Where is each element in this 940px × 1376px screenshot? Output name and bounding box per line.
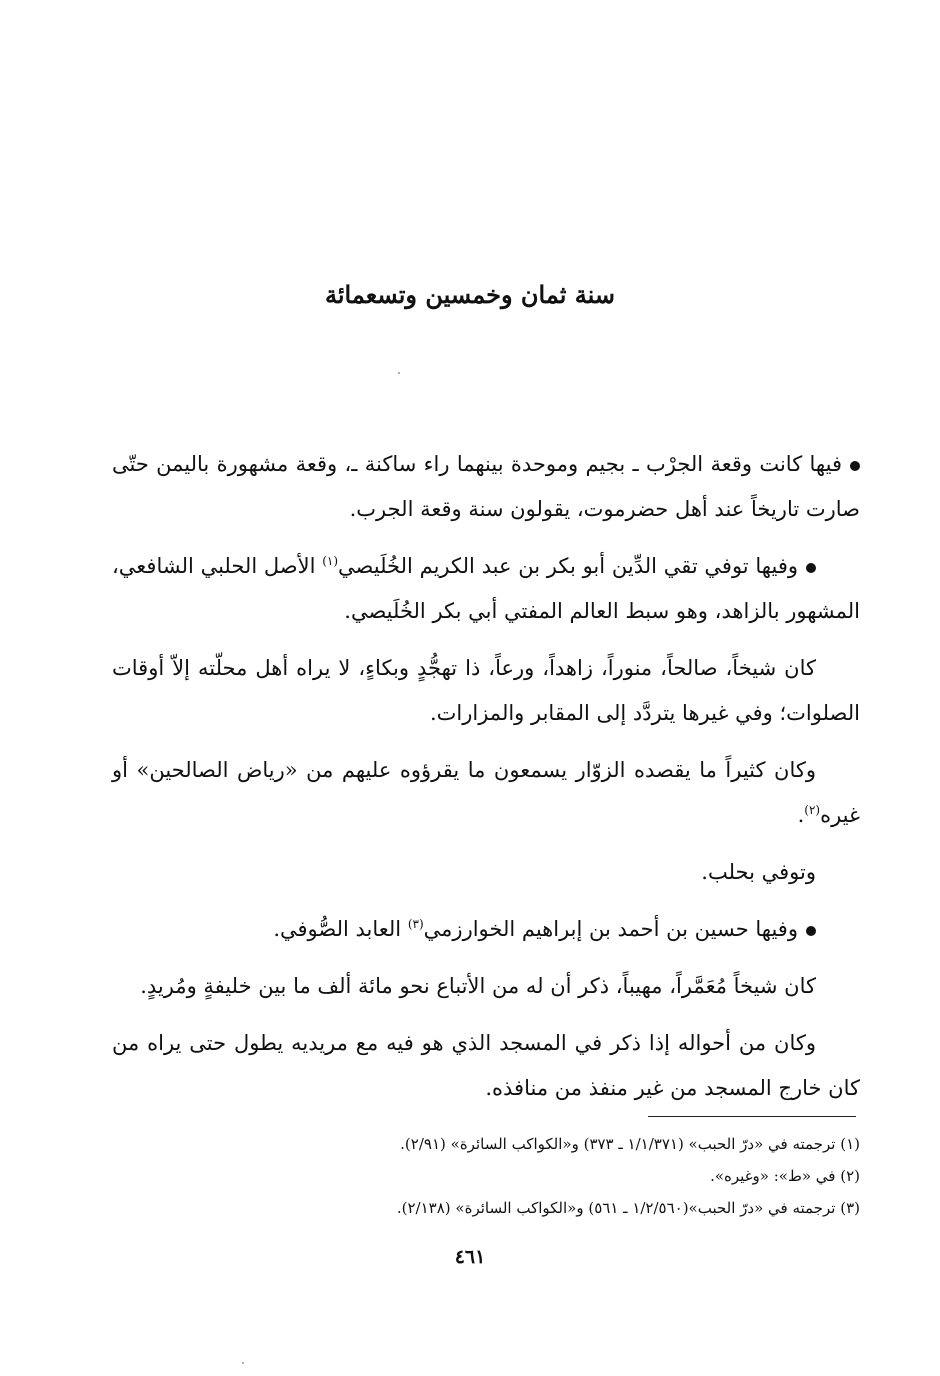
paragraph-text: العابد الصُّوفي. <box>273 917 402 941</box>
paragraph-visitors: وكان كثيراً ما يقصده الزوّار يسمعون ما يقرؤوه عليهم من «رياض الصالحين» أو غيره$^{(٢)}$. <box>112 758 860 827</box>
paragraph-battle <box>112 442 860 532</box>
scan-speck <box>242 1362 244 1364</box>
paragraph-description <box>112 646 860 736</box>
scan-speck <box>398 372 400 374</box>
paragraph-text: فيها كانت وقعة الجرْب ـ بجيم وموحدة بينهما راء ساكنة ـ، وقعة مشهورة باليمن حتّى صارت تاريخاً عند أهل حضرموت، يقولون سنة وقعة الجرب. <box>112 452 860 521</box>
page-number: ٤٦١ <box>454 1246 486 1268</box>
footnote-1: (١) ترجمته في «درّ الحبب» (١/١/٣٧١ ـ ٣٧٣) و«الكواكب السائرة» (٢/٩١). <box>400 1135 860 1153</box>
bullet-icon <box>806 563 816 573</box>
footnotes <box>160 1128 860 1224</box>
paragraph-death-khulaisi <box>112 544 860 634</box>
paragraph-text: كان شيخاً مُعَمَّراً، مهيباً، ذكر أن له من الأتباع نحو مائة ألف ما بين خليفةٍ ومُريدٍ. <box>140 974 816 998</box>
paragraph-text: وكان من أحواله إذا ذكر في المسجد الذي هو فيه مع مريديه يطول حتى يراه من كان خارج المسجد من غير منفذ من منافذه. <box>112 1031 860 1100</box>
footnote-ref-2: (٢) <box>804 803 821 817</box>
footnote-3: (٣) ترجمته في «درّ الحبب»(١/٢/٥٦٠ ـ ٥٦١) و«الكواكب السائرة» (٢/١٣٨). <box>396 1199 860 1217</box>
paragraph-text: كان شيخاً، صالحاً، منوراً، زاهداً، ورعاً، ذا تهجُّدٍ وبكاءٍ، لا يراه أهل محلّته إلاّ أوقات الصلوات؛ وفي غيرها يتردَّد إلى المقابر والمزارات. <box>112 656 860 725</box>
paragraph-text: وفيها حسين بن أحمد بن إبراهيم الخوارزمي <box>423 917 798 941</box>
footnote-ref-1: (١) <box>322 554 339 568</box>
main-text <box>112 442 860 1123</box>
paragraph-death-khwarizmi <box>112 907 860 952</box>
footnote-ref-3: (٣) <box>407 917 424 931</box>
paragraph-text: الأصل الحلبي الشافعي، المشهور بالزاهد، وهو سبط العالم المفتي أبي بكر الخُلَيصي. <box>112 554 860 623</box>
paragraph-states <box>112 1021 860 1111</box>
bullet-icon <box>850 461 860 471</box>
page-title: سنة ثمان وخمسين وتسعمائة <box>325 280 615 309</box>
footnote-2: (٢) في «ط»: «وغيره». <box>710 1167 860 1185</box>
footnote-divider <box>648 1116 856 1117</box>
paragraph-text: وكان كثيراً ما يقصده الزوّار يسمعون ما يقرؤوه عليهم من «رياض الصالحين» أو غيره <box>112 758 860 827</box>
bullet-icon <box>806 926 816 936</box>
paragraph-text: وتوفي بحلب. <box>701 860 816 884</box>
paragraph-death-place <box>112 850 860 895</box>
paragraph-followers <box>112 964 860 1009</box>
paragraph-text: وفيها توفي تقي الدِّين أبو بكر بن عبد الكريم الخُلَيصي <box>338 554 798 578</box>
